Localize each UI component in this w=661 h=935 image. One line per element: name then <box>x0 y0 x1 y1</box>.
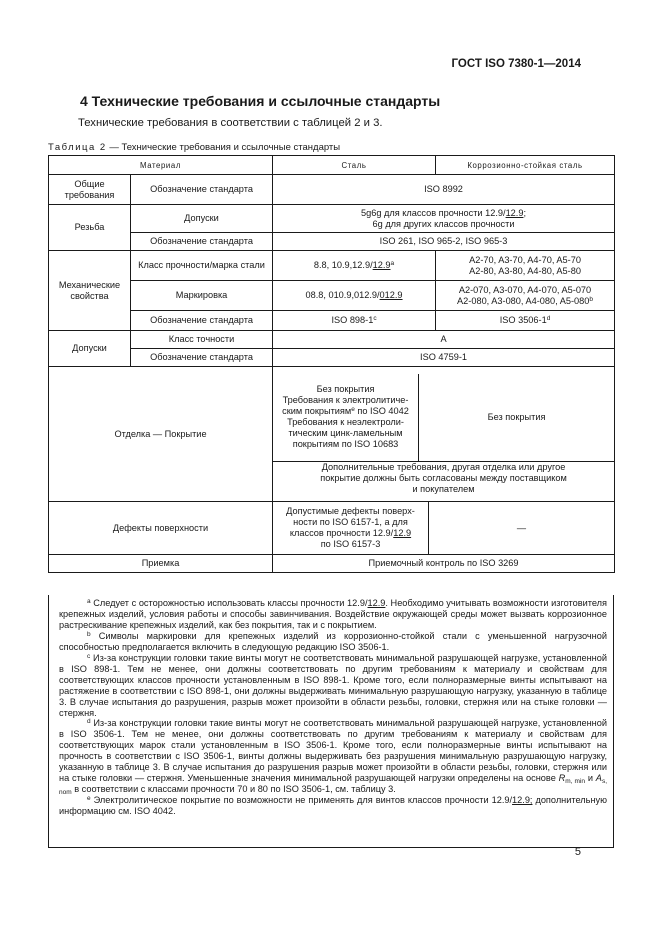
mech-class-steel: 8.8, 10.9,12.9/12.9$^a$ <box>273 251 436 281</box>
defects-values <box>273 502 615 555</box>
col-header-stainless: Коррозионно-стойкая сталь <box>436 156 615 175</box>
table-caption-label: Таблица 2 <box>48 142 107 153</box>
table-caption-text: — Технические требования и ссылочные стандарты <box>109 142 341 153</box>
table-caption <box>48 142 340 153</box>
finish-stainless: Без покрытия <box>487 411 546 422</box>
table-header-row <box>49 156 615 175</box>
row-mech-class <box>49 251 615 281</box>
section-title: 4 Технические требования и ссылочные стандарты <box>80 93 441 109</box>
footnote-e: $^e$ Электролитическое покрытие по возможности не применять для винтов классов прочности 12.9/12.9; дополнительную информацию см. ISO 4042. <box>59 795 607 817</box>
row-acceptance <box>49 555 615 573</box>
defects-steel: Допустимые дефекты поверх- ности по ISO 6157-1, а для классов прочности 12.9/12.9 по ISO 6157-3 <box>273 502 429 554</box>
group-mechanical: Механические свойства <box>49 251 131 331</box>
mech-std-label: Обозначение стандарта <box>131 311 273 331</box>
mech-std-steel: ISO 898-1$^c$ <box>273 311 436 331</box>
row-general <box>49 175 615 205</box>
mech-class-stainless: A2-70, A3-70, A4-70, A5-70 A2-80, A3-80, A4-80, A5-80 <box>436 251 615 281</box>
tol-std-value: ISO 4759-1 <box>273 349 615 367</box>
row-defects <box>49 502 615 555</box>
document-id: ГОСТ ISO 7380-1—2014 <box>451 58 581 70</box>
finish-label: Отделка — Покрытие <box>49 367 273 502</box>
mech-class-label: Класс прочности/марка стали <box>131 251 273 281</box>
defects-stainless: — <box>516 522 527 533</box>
general-std-value: ISO 8992 <box>273 175 615 205</box>
defects-sub <box>273 502 614 554</box>
general-std-label: Обозначение стандарта <box>131 175 273 205</box>
finish-sub <box>273 374 614 495</box>
acceptance-value: Приемочный контроль по ISO 3269 <box>273 555 615 573</box>
tol-acc-value: A <box>273 331 615 349</box>
finish-steel: Без покрытия Требования к электролитиче- ским покрытиям$^e$ по ISO 4042 Требования к неэлектроли- тическим цинк-ламельным покрытиям по ISO 10683 <box>273 374 419 461</box>
tol-acc-label: Класс точности <box>131 331 273 349</box>
group-general: Общие требования <box>49 175 131 205</box>
table-footnotes <box>48 595 614 848</box>
acceptance-label: Приемка <box>49 555 273 573</box>
row-thread-tolerance <box>49 205 615 233</box>
mech-std-stainless: ISO 3506-1$^d$ <box>436 311 615 331</box>
mech-mark-stainless: A2-070, A3-070, A4-070, A5-070 A2-080, A3-080, A4-080, A5-080$^b$ <box>436 281 615 311</box>
row-mech-std <box>49 311 615 331</box>
footnote-c: $^c$ Из-за конструкции головки такие винты могут не соответствовать минимальной разрушающей нагрузке, установленной в ISO 898-1. Тем не менее, они должны соответствовать по другим требованиям к материалу и свойствам для соответствующих классов прочности установленным в ISO 898-1. Кроме того, если полноразмерные винты испытывают на растяжение в соответствии с ISO 898-1, они должны выдерживать минимальную разрушающую нагрузку, указанную в таблице 3. В случае испытания до разрушения, разрыв может произойти в области резьбы, головки, стержня или на стыке головки — стержня. <box>59 652 607 718</box>
defects-label: Дефекты поверхности <box>49 502 273 555</box>
mech-mark-steel: 08.8, 010.9,012.9/012.9 <box>273 281 436 311</box>
row-thread-std <box>49 233 615 251</box>
row-mech-marking <box>49 281 615 311</box>
row-tol-std <box>49 349 615 367</box>
row-tol-accuracy <box>49 331 615 349</box>
tol-std-label: Обозначение стандарта <box>131 349 273 367</box>
page-number: 5 <box>574 846 581 858</box>
intro-paragraph: Технические требования в соответствии с таблицей 2 и 3. <box>78 117 383 129</box>
col-header-steel: Сталь <box>273 156 436 175</box>
footnote-d: $^d$ Из-за конструкции головки такие винты могут не соответствовать минимальной разрушающей нагрузке, установленной в ISO 3506-1. Тем не менее, они должны соответствовать по другим требованиям к материалу и свойствам для соответствующих марок стали установленным в ISO 3506-1. Кроме того, если полноразмерные винты испытывают на прочность в соответствии с ISO 3506-1, винты должны выдерживать без разрушения минимальную разрушающую нагрузку, указанную в таблице 3. В случае испытания до разрушения разрыв может произойти в области резьбы, головки, стержня или на стыке головки — стержня. Уменьшенные значения минимальной разрушающей нагрузки определены на основе $R_{m, min}$ и $A_{s, nom}$ в соответствии с классами прочности 70 и 80 по ISO 3506-1, см. таблицу 3. <box>59 718 607 797</box>
finish-values <box>273 367 615 502</box>
thread-std-label: Обозначение стандарта <box>131 233 273 251</box>
footnote-b: $^b$ Символы маркировки для крепежных изделий из коррозионно-стойкой стали с уменьшенной нагрузочной способностью предполагается включить в следующую редакцию ISO 3506-1. <box>59 630 607 652</box>
group-thread: Резьба <box>49 205 131 251</box>
mech-mark-label: Маркировка <box>131 281 273 311</box>
col-header-material: Материал <box>49 156 273 175</box>
thread-tol-value: 5g6g для классов прочности 12.9/12.9; 6g для других классов прочности <box>273 205 615 233</box>
group-tolerances: Допуски <box>49 331 131 367</box>
footnote-a: $^a$ Следует с осторожностью использовать классы прочности 12.9/12.9. Необходимо учитывать возможности изготовителя крепежных изделий, условия работы и способы завинчивания. Воздействие окружающей среды может вызвать коррозионное растрескивание крепежных изделий, как без покрытия, так и с покрытием. <box>59 598 607 630</box>
thread-tol-label: Допуски <box>131 205 273 233</box>
finish-top <box>273 374 614 462</box>
finish-extra: Дополнительные требования, другая отделка или другое покрытие должны быть согласованы между поставщиком и покупателем <box>320 461 567 494</box>
row-finish <box>49 367 615 502</box>
thread-std-value: ISO 261, ISO 965-2, ISO 965-3 <box>273 233 615 251</box>
requirements-table <box>48 155 615 573</box>
